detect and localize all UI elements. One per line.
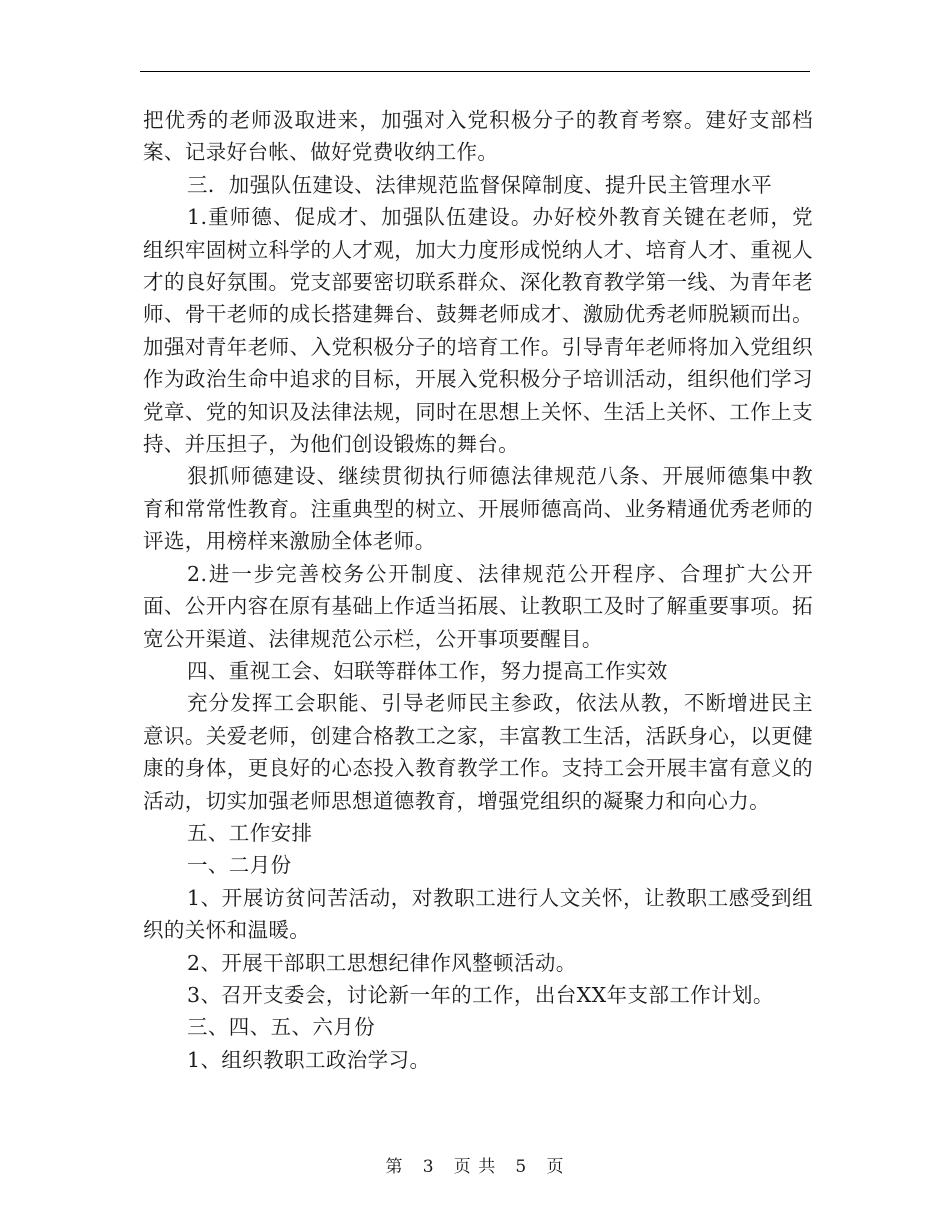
section-heading-5: 五、工作安排 [187, 820, 313, 845]
list-item-2: 2、开展干部职工思想纪律作风整顿活动。 [187, 950, 577, 975]
paragraph-ethics-building: 狠抓师德建设、继续贯彻执行师德法律规范八条、开展师德集中教育和常常性教育。注重典型的树立、开展师德高尚、业务精通优秀老师的评选，用榜样来激励全体老师。 [143, 464, 813, 554]
paragraph-1: 把优秀的老师汲取进来，加强对入党积极分子的教育考察。建好支部档案、记录好台帐、做好党费收纳工作。 [143, 108, 813, 165]
footer-prefix: 第 [385, 1157, 404, 1177]
header-rule [140, 71, 810, 72]
current-page-number: 3 [422, 1157, 435, 1177]
paragraph-teacher-ethics: 1.重师德、促成才、加强队伍建设。办好校外教育关键在老师，党组织牢固树立科学的人才观，加大力度形成悦纳人才、培育人才、重视人才的良好氛围。党支部要密切联系群众、深化教育教学第一线、为青年老师、骨干老师的成长搭建舞台、鼓舞老师成才、激励优秀老师脱颖而出。加强对青年老师、入党积极分子的培育工作。引导青年老师将加入党组织作为政治生命中追求的目标，开展入党积极分子培训活动，组织他们学习党章、党的知识及法律法规，同时在思想上关怀、生活上关怀、工作上支持、并压担子，为他们创设锻炼的舞台。 [143, 205, 813, 457]
total-page-count: 5 [515, 1157, 528, 1177]
month-heading-mar-jun: 三、四、五、六月份 [187, 1015, 376, 1040]
list-item-3: 3、召开支委会，讨论新一年的工作，出台XX年支部工作计划。 [187, 982, 774, 1007]
paragraph-school-affairs: 2.进一步完善校务公开制度、法律规范公开程序、合理扩大公开面、公开内容在原有基础上作适当拓展、让教职工及时了解重要事项。拓宽公开渠道、法律规范公示栏，公开事项要醒目。 [143, 561, 813, 651]
month-heading-jan-feb: 一、二月份 [187, 853, 292, 878]
list-item-1: 1、开展访贫问苦活动，对教职工进行人文关怀，让教职工感受到组织的关怀和温暖。 [143, 885, 813, 943]
page-footer [0, 1152, 950, 1177]
paragraph-union: 充分发挥工会职能、引导老师民主参政，依法从教，不断增进民主意识。关爱老师，创建合格教工之家，丰富教工生活，活跃身心，以更健康的身体，更良好的心态投入教育教学工作。支持工会开展丰富有意义的活动，切实加强老师思想道德教育，增强党组织的凝聚力和向心力。 [143, 691, 813, 813]
document-body [143, 104, 813, 1076]
section-heading-3: 三．加强队伍建设、法律规范监督保障制度、提升民主管理水平 [187, 172, 773, 197]
section-heading-4: 四、重视工会、妇联等群体工作，努力提高工作实效 [187, 658, 668, 683]
footer-middle: 页 共 [453, 1157, 497, 1177]
footer-suffix: 页 [546, 1157, 565, 1177]
list-item-4: 1、组织教职工政治学习。 [187, 1047, 431, 1072]
